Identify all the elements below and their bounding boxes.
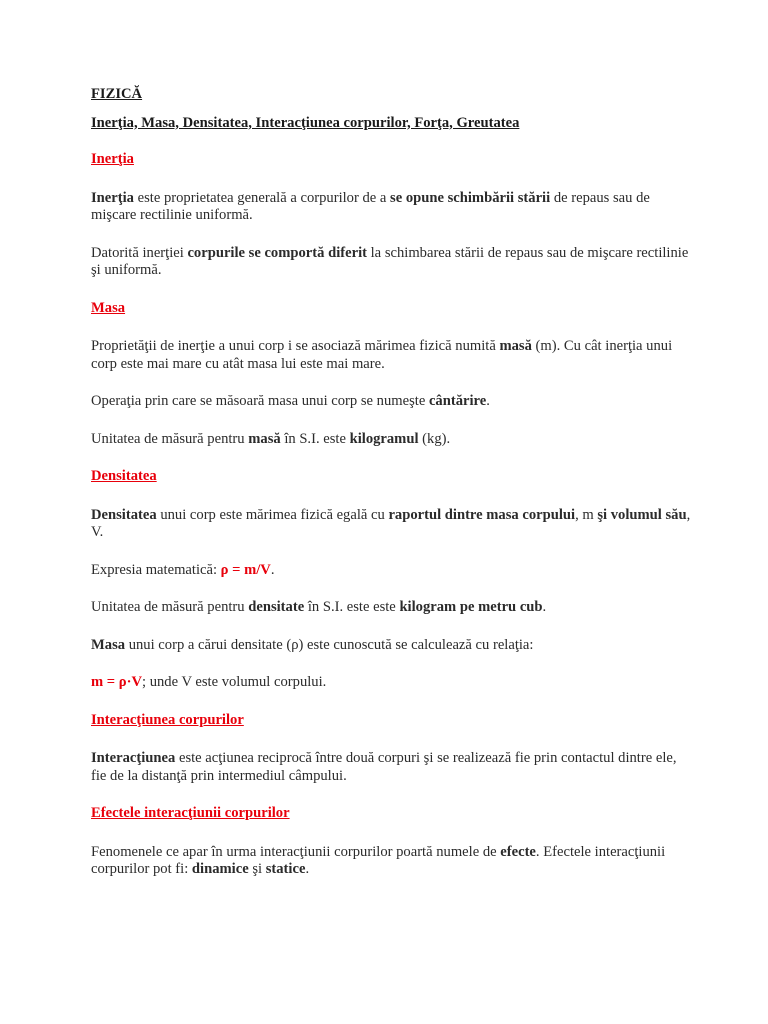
text-run: Fenomenele ce apar în urma interacţiunii corpurilor poartă numele de [91, 843, 501, 860]
bold-term: densitate [248, 599, 305, 615]
text-run: la schimbarea stării de repaus sau de mişcare rectilinie şi uniformă. [91, 244, 689, 278]
bold-term: dinamice [191, 861, 249, 877]
text-run: de repaus sau de mişcare rectilinie uniformă. [91, 189, 650, 223]
paragraph [91, 750, 691, 785]
text-run: în S.I. este [280, 430, 350, 447]
bold-term: masă [248, 430, 281, 447]
section-heading-densitatea: Densitatea [91, 468, 157, 484]
text-run: (m). Cu cât inerţia unui corp este mai mare cu atât masa lui este mai mare. [91, 338, 673, 372]
document-title: FIZICĂ [91, 86, 143, 102]
bold-term: Masa [91, 636, 126, 653]
text-run: Unitatea de măsură pentru [91, 599, 249, 615]
document-subtitle: Inerţia, Masa, Densitatea, Interacţiunea corpurilor, Forţa, Greutatea [91, 114, 520, 131]
paragraph [91, 190, 691, 225]
text-run: este acţiunea reciprocă între două corpuri şi se realizează fie prin contactul dintre ele, fie de la distanţă prin intermediul câmpului. [91, 750, 677, 784]
paragraph [91, 674, 691, 692]
section-heading-inertia: Inerţia [91, 151, 134, 167]
bold-term: statice [265, 861, 306, 877]
section-heading-masa: Masa [91, 299, 126, 316]
text-run: . [542, 599, 547, 615]
text-run: Expresia matematică: [91, 561, 221, 578]
bold-term: kilogram pe metru cub [399, 599, 543, 615]
text-run: este proprietatea generală a corpurilor de a [133, 189, 391, 206]
paragraph [91, 844, 691, 879]
text-run: Datorită inerţiei [91, 244, 188, 261]
bold-term: şi volumul său [597, 506, 687, 523]
formula-density: ρ = m/V [220, 561, 271, 578]
text-run: în S.I. este este [304, 599, 400, 615]
text-run: (kg). [418, 430, 451, 447]
text-run: . [270, 561, 275, 578]
bold-term: Interacţiunea [91, 750, 176, 766]
text-run: , V. [91, 506, 691, 540]
text-run: unui corp a cărui densitate (ρ) este cunoscută se calculează cu relaţia: [125, 636, 534, 653]
bold-term: corpurile se comportă diferit [187, 244, 367, 261]
bold-term: Densitatea [91, 506, 157, 523]
paragraph [91, 507, 691, 542]
text-run: Proprietăţii de inerţie a unui corp i se asociază mărimea fizică numită [91, 338, 500, 354]
text-run: unui corp este mărimea fizică egală cu [156, 506, 389, 523]
section-heading-efectele: Efectele interacţiunii corpurilor [91, 805, 290, 821]
bold-term: Inerţia [91, 189, 134, 206]
text-run: Unitatea de măsură pentru [91, 430, 249, 447]
bold-term: se opune schimbării stării [390, 189, 551, 206]
text-run: şi [248, 861, 266, 877]
formula-mass: m = ρ·V [91, 674, 142, 690]
bold-term: kilogramul [349, 430, 419, 447]
document-page [91, 86, 691, 899]
paragraph [91, 637, 691, 655]
paragraph [91, 562, 691, 580]
paragraph [91, 393, 691, 411]
bold-term: cântărire [428, 393, 487, 409]
paragraph [91, 338, 691, 373]
text-run: ; unde V este volumul corpului. [142, 674, 327, 690]
paragraph [91, 431, 691, 449]
text-run: , m [575, 506, 598, 523]
paragraph [91, 245, 691, 280]
text-run: Operaţia prin care se măsoară masa unui corp se numeşte [91, 393, 429, 409]
bold-term: masă [499, 338, 532, 354]
section-heading-interactiunea: Interacţiunea corpurilor [91, 711, 244, 728]
bold-term: raportul dintre masa corpului [388, 506, 576, 523]
text-run: . [486, 393, 490, 409]
paragraph [91, 599, 691, 617]
bold-term: efecte [500, 843, 536, 860]
text-run: . Efectele interacţiunii corpurilor pot fi: [91, 843, 666, 877]
text-run: . [305, 861, 310, 877]
